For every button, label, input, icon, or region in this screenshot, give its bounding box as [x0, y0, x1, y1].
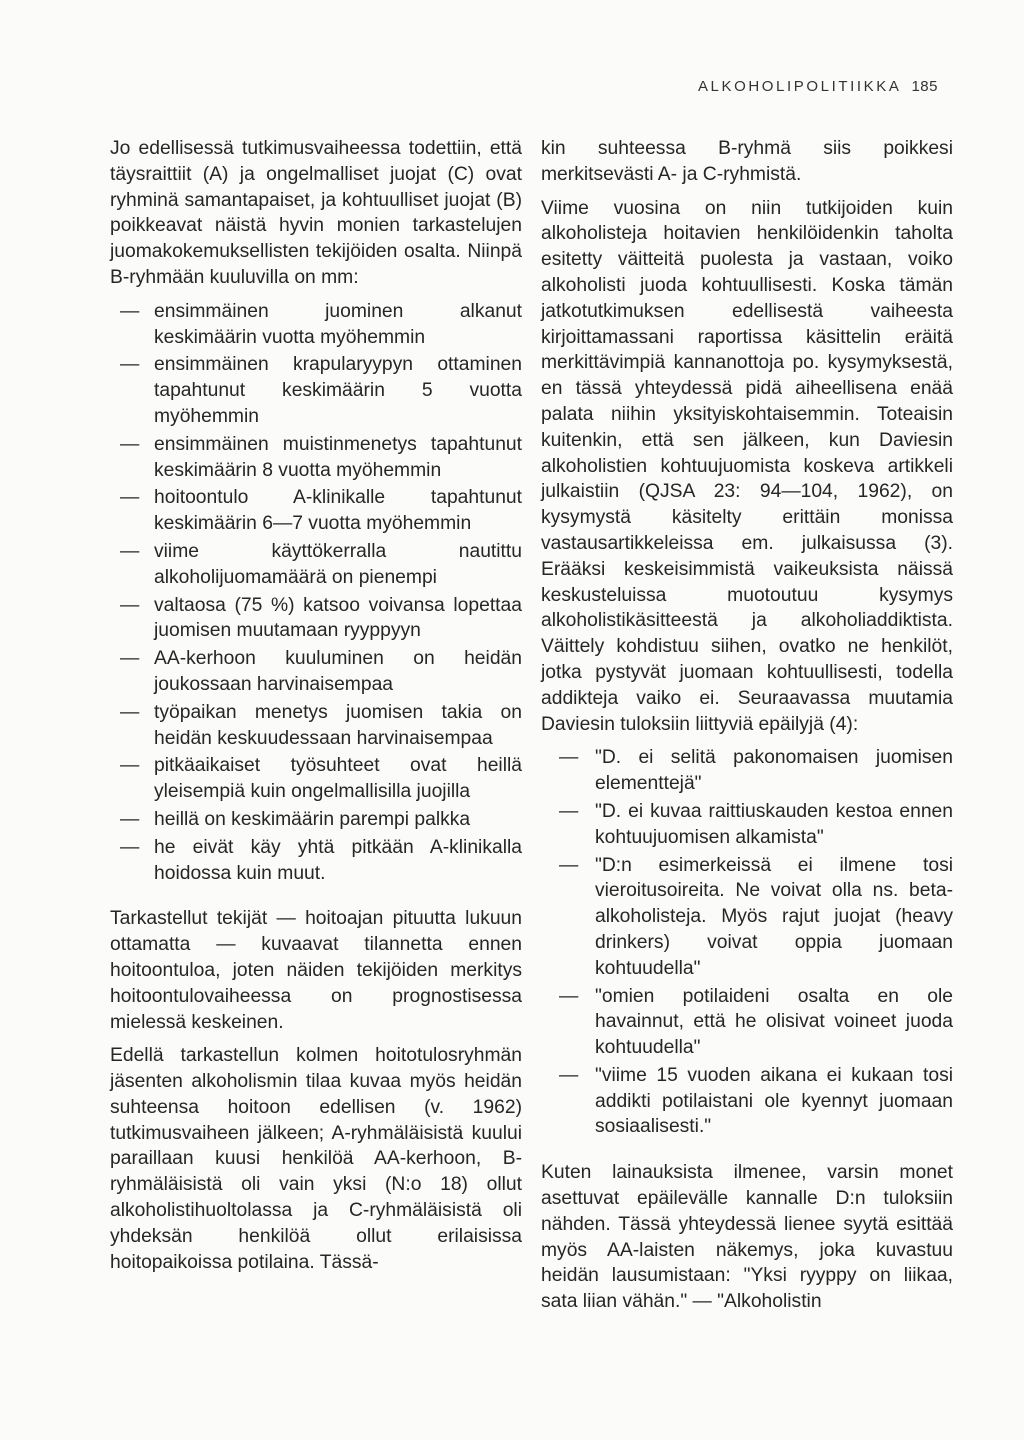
- list-item: — ensimmäinen juominen alkanut keskimäärin vuotta myöhemmin: [110, 299, 522, 351]
- body-paragraph: Kuten lainauksista ilmenee, varsin monet asettuvat epäilevälle kannalle D:n tuloksiin nähden. Tässä yhteydessä lienee syytä esittää myös AA-laisten näkemys, joka kuvastuu heidän lausumistaan: "Yksi ryyppy on liikaa, sata liian vähän." — "Alkoholistin: [541, 1162, 953, 1313]
- list-item: — pitkäaikaiset työsuhteet ovat heillä yleisempiä kuin ongelmallisilla juojilla: [110, 753, 522, 805]
- quotes-list: [541, 745, 953, 1140]
- body-paragraph: Edellä tarkastellun kolmen hoitotulosryhmän jäsenten alkoholismin tilaa kuvaa myös heidän suhteensa hoitoon edellisen (v. 1962) tutkimusvaiheen jälkeen; A-ryhmäläisistä kuului paraillaan kuusi henkilöä AA-kerhoon, B-ryhmäläisistä oli vain yksi (N:o 18) ollut alkoholistihuoltolassa ja C-ryhmäläisistä oli yhdeksän henkilöä ollut erilaisissa hoitopaikoissa potilaina. Tässä-: [110, 1045, 522, 1273]
- list-item: — ensimmäinen muistinmenetys tapahtunut keskimäärin 8 vuotta myöhemmin: [110, 432, 522, 484]
- list-item: — "D. ei kuvaa raittiuskauden kestoa ennen kohtuujuomisen alkamista": [541, 799, 953, 851]
- list-item: — AA-kerhoon kuuluminen on heidän joukossaan harvinaisempaa: [110, 646, 522, 698]
- left-column: [110, 136, 522, 1283]
- list-item: — ensimmäinen krapularyypyn ottaminen tapahtunut keskimäärin 5 vuotta myöhemmin: [110, 352, 522, 429]
- body-paragraph: Tarkastellut tekijät — hoitoajan pituutta lukuun ottamatta — kuvaavat tilannetta ennen hoitoontuloa, joten näiden tekijöiden merkitys hoitoontulovaiheessa on prognostisessa mielessä keskeinen.: [110, 908, 522, 1033]
- body-paragraph: Viime vuosina on niin tutkijoiden kuin alkoholisteja hoitavien henkilöidenkin taholta esitetty väitteitä puolesta ja vastaan, voiko alkoholisti juoda kohtuullisesti. Koska tämän jatkotutkimuksen edellisestä vaiheesta kirjoittamassani raportissa käsittelin eräitä merkittävimpiä kannanottoja po. kysymyksestä, en tässä yhteydessä pidä aiheellisena enää palata niihin yksityiskohtaisemmin. Toteaisin kuitenkin, että sen jälkeen, kun Daviesin alkoholistien kohtuujuomista koskeva artikkeli julkaistiin (QJSA 23: 94—104, 1962), on kysymystä käsitelty erittäin monissa vastausartikkeleissa em. julkaisussa (3). Erääksi keskeisimmistä vaikeuksista näissä keskusteluissa muotoutuu kysymys alkoholistikäsitteestä ja alkoholiaddiktista. Väittely kohdistuu siihen, ovatko ne henkilöt, jotka pystyvät juomaan kohtuullisesti, todella addikteja vaiko ei. Seuraavassa muutamia Daviesin tuloksiin liittyviä epäilyjä (4):: [541, 197, 953, 735]
- list-item: — viime käyttökerralla nautittu alkoholijuomamäärä on pienempi: [110, 539, 522, 591]
- list-item: — valtaosa (75 %) katsoo voivansa lopettaa juomisen muutamaan ryyppyyn: [110, 593, 522, 645]
- list-item: — hoitoontulo A-klinikalle tapahtunut keskimäärin 6—7 vuotta myöhemmin: [110, 485, 522, 537]
- right-column: [541, 136, 953, 1323]
- running-header: [698, 78, 938, 95]
- list-item: — he eivät käy yhtä pitkään A-klinikalla hoidossa kuin muut.: [110, 835, 522, 887]
- list-item: — "omien potilaideni osalta en ole havainnut, että he olisivat voineet juoda kohtuudella": [541, 984, 953, 1061]
- list-item: — "viime 15 vuoden aikana ei kukaan tosi addikti potilaistani ole kyennyt juomaan sosiaalisesti.": [541, 1063, 953, 1140]
- list-item: — "D. ei selitä pakonomaisen juomisen elementtejä": [541, 745, 953, 797]
- list-item: — työpaikan menetys juomisen takia on heidän keskuudessaan harvinaisempaa: [110, 700, 522, 752]
- list-item: — "D:n esimerkeissä ei ilmene tosi vieroitusoireita. Ne voivat olla ns. beta-alkoholisteja. Myös rajut juojat (heavy drinkers) voivat oppia juomaan kohtuudella": [541, 853, 953, 982]
- intro-paragraph: Jo edellisessä tutkimusvaiheessa todettiin, että täysraittiit (A) ja ongelmalliset juojat (C) ovat ryhminä samantapaiset, ja kohtuulliset juojat (B) poikkeavat näistä hyvin monien tarkastelujen juomakokemuksellisten tekijöiden osalta. Niinpä B-ryhmään kuuluvilla on mm:: [110, 138, 522, 288]
- continuation-paragraph: kin suhteessa B-ryhmä siis poikkesi merkitsevästi A- ja C-ryhmistä.: [541, 138, 953, 185]
- page-number: 185: [911, 78, 938, 95]
- list-item: — heillä on keskimäärin parempi palkka: [110, 807, 522, 833]
- findings-list: [110, 299, 522, 887]
- running-title: ALKOHOLIPOLITIIKKA: [697, 78, 902, 95]
